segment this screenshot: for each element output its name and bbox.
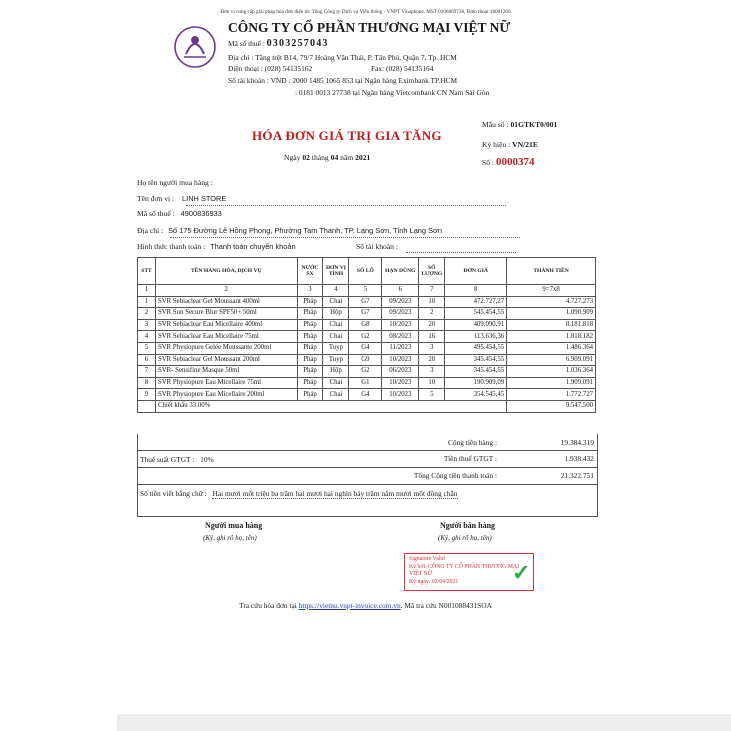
cell-amount: 1.772.727 (507, 389, 596, 401)
buyer-unit-label: Tên đơn vị : (137, 194, 175, 203)
totals-box (137, 434, 598, 517)
cell-unit: Tuyp (323, 354, 349, 366)
col-header-amount: THÀNH TIỀN (507, 258, 596, 285)
seller-name: CÔNG TY CỔ PHẦN THƯƠNG MẠI VIỆT NỮ (228, 20, 511, 35)
date-month: 04 (330, 153, 339, 162)
cell-lot: G2 (349, 366, 382, 378)
buyer-payment-row (137, 242, 296, 251)
cell-name: SVR- Sensifine Masque 50ml (155, 366, 297, 378)
cell-unit: Chai (323, 296, 349, 308)
cell-price: 495.454,55 (445, 342, 507, 354)
seller-address: Địa chỉ : Tầng trệt B14, 79/7 Hoàng Văn Thái, P. Tân Phú, Quận 7, Tp. HCM (228, 53, 457, 62)
col-header-origin: NƯỚC SX (297, 258, 323, 285)
cell-expiry: 10/2023 (382, 389, 419, 401)
cell-name: SVR Physiopure Eau Micellaire 75ml (155, 377, 297, 389)
date-year-label: năm (340, 153, 354, 162)
cell-origin: Pháp (297, 319, 323, 331)
cell-price: 472.727,27 (445, 296, 507, 308)
cell-amount: 1.909.091 (507, 377, 596, 389)
cell-unit: Hộp (323, 366, 349, 378)
company-logo-icon (172, 24, 218, 70)
vat-label: Tiền thuế GTGT : (443, 454, 497, 463)
signature-valid-text: Signature Valid (409, 556, 445, 562)
invoice-form: 01GTKT0/001 (510, 120, 558, 129)
cell-lot: G2 (349, 331, 382, 343)
lookup-suffix: . Mã tra cứu N001088431SOA (400, 601, 492, 610)
table-row (138, 296, 596, 308)
cell-price: 345.454,55 (445, 354, 507, 366)
vat-value: 1.938.432 (564, 454, 594, 463)
cell-unit: Chai (323, 331, 349, 343)
cell-qty: 20 (419, 319, 445, 331)
cell-qty: 5 (419, 389, 445, 401)
amount-in-words-label: Số tiền viết bằng chữ : (140, 489, 207, 498)
cell-stt: 2 (138, 308, 156, 320)
cell-amount: 1.818.182 (507, 331, 596, 343)
signature-check-icon: ✓ (512, 560, 531, 585)
seller-sign-sub: (Ký, ghi rõ họ, tên) (438, 534, 492, 542)
index-cell: 5 (349, 285, 382, 297)
amount-in-words-row (140, 489, 458, 498)
cell-lot: G7 (349, 296, 382, 308)
cell-lot: G9 (349, 354, 382, 366)
cell-price: 113.636,36 (445, 331, 507, 343)
divider (138, 450, 597, 451)
lookup-prefix: Tra cứu hóa đơn tại (239, 601, 297, 610)
cell-price: 190.909,09 (445, 377, 507, 389)
buyer-payment-label: Hình thức thanh toán : (137, 242, 206, 251)
cell-name: SVR Sebiaclear Eau Micellaire 75ml (155, 331, 297, 343)
invoice-form-row (482, 120, 557, 129)
seller-fax: Fax: (028) 54135164 (371, 64, 434, 73)
cell-expiry: 09/2023 (382, 296, 419, 308)
table-row (138, 308, 596, 320)
cell-price: 409.090,91 (445, 319, 507, 331)
dotted-line (170, 237, 520, 238)
dotted-line (406, 252, 516, 253)
cell-origin: Pháp (297, 308, 323, 320)
lookup-line (0, 601, 731, 610)
cell-amount: 1.090.909 (507, 308, 596, 320)
invoice-symbol-label: Ký hiệu : (482, 140, 511, 149)
buyer-address: Số 175 Đường Lê Hồng Phong, Phường Tam Thanh, TP. Lạng Sơn, Tỉnh Lạng Sơn (168, 226, 442, 235)
cell-stt: 6 (138, 354, 156, 366)
cell-lot: G8 (349, 319, 382, 331)
cell-stt: 9 (138, 389, 156, 401)
cell-unit: Tuyp (323, 342, 349, 354)
cell-amount: 4.727.273 (507, 296, 596, 308)
table-row (138, 342, 596, 354)
invoice-symbol-row (482, 140, 538, 149)
cell-qty: 3 (419, 342, 445, 354)
cell-unit: Chai (323, 389, 349, 401)
invoice-form-label: Mẫu số : (482, 120, 509, 129)
seller-tax-label: Mã số thuế : (228, 39, 265, 48)
cell-lot: G4 (349, 342, 382, 354)
invoice-number: 0000374 (495, 156, 535, 168)
table-row (138, 319, 596, 331)
col-header-expiry: HẠN DÙNG (382, 258, 419, 285)
seller-phone: Điện thoại : (028) 54135162 (228, 64, 313, 73)
divider (138, 484, 597, 485)
cell-stt: 7 (138, 366, 156, 378)
discount-row (138, 400, 596, 412)
cell-amount: 1.036.364 (507, 366, 596, 378)
buyer-sign-title: Người mua hàng (205, 521, 263, 530)
cell-stt: 5 (138, 342, 156, 354)
cell-name: SVR Sun Secure Blur SPF50+ 50ml (155, 308, 297, 320)
table-row (138, 366, 596, 378)
cell-name: SVR Physiopure Gelée Moussante 200ml (155, 342, 297, 354)
cell-origin: Pháp (297, 354, 323, 366)
index-cell: 1 (138, 285, 156, 297)
items-table (137, 257, 596, 413)
cell-qty: 10 (419, 296, 445, 308)
vat-rate-label: Thuế suất GTGT : (140, 455, 195, 464)
provider-line: Đơn vị cung cấp giải pháp hóa đơn điện tử: Tổng Công ty Dịch vụ Viễn thông - VNPT Vinaphone, MST:0106869738, Điện thoại:18001260 (220, 9, 511, 15)
discount-label: Chiết khấu 33.00% (155, 400, 506, 412)
table-row (138, 377, 596, 389)
table-row (138, 354, 596, 366)
grand-total-value: 21.322.751 (560, 471, 594, 480)
cell-stt: 3 (138, 319, 156, 331)
cell-lot: G7 (349, 308, 382, 320)
cell-unit: Chai (323, 377, 349, 389)
buyer-payment: Thanh toán chuyển khoản (210, 242, 296, 251)
cell-qty: 2 (419, 308, 445, 320)
cell-stt: 4 (138, 331, 156, 343)
col-header-qty: SỐ LƯỢNG (419, 258, 445, 285)
cell-expiry: 08/2023 (382, 331, 419, 343)
cell-expiry: 10/2023 (382, 354, 419, 366)
date-year: 2021 (355, 153, 371, 162)
index-cell: 8 (445, 285, 507, 297)
invoice-title: HÓA ĐƠN GIÁ TRỊ GIA TĂNG (252, 128, 442, 143)
cell-name: SVR Sebiaclear Gel Moussant 400ml (155, 296, 297, 308)
cell-expiry: 11/2023 (382, 342, 419, 354)
buyer-tax: 4900836933 (180, 209, 222, 218)
grand-total-label: Tổng Cộng tiền thanh toán : (413, 471, 497, 480)
amount-in-words: Hai mươi mốt triệu ba trăm hai mươi hai nghìn bảy trăm năm mươi mốt đồng chẵn (212, 489, 458, 498)
col-header-unit: ĐƠN VỊ TÍNH (323, 258, 349, 285)
table-row (138, 331, 596, 343)
cell-empty (138, 400, 156, 412)
cell-origin: Pháp (297, 389, 323, 401)
cell-expiry: 10/2023 (382, 319, 419, 331)
cell-origin: Pháp (297, 366, 323, 378)
cell-price: 545.454,55 (445, 308, 507, 320)
cell-amount: 8.181.818 (507, 319, 596, 331)
index-cell: 2 (155, 285, 297, 297)
cell-expiry: 09/2023 (382, 308, 419, 320)
col-header-name: TÊN HÀNG HÓA, DỊCH VỤ (155, 258, 297, 285)
bottom-band (117, 714, 731, 731)
seller-bank-1: Số tài khoản : VNĐ : 2000 1485 1065 853 tại Ngân hàng Eximbank TP.HCM (228, 76, 458, 85)
signature-signed-by: Ký bởi: CÔNG TY CỔ PHẦN THƯƠNG MẠI VIỆT NỮ (409, 563, 520, 578)
cell-qty: 20 (419, 354, 445, 366)
cell-price: 345.454,55 (445, 366, 507, 378)
buyer-address-label: Địa chỉ : (137, 226, 164, 235)
lookup-link[interactable]: https://vietnu.vnpt-invoice.com.vn (298, 601, 401, 610)
cell-expiry: 10/2023 (382, 377, 419, 389)
table-index-row (138, 285, 596, 297)
cell-expiry: 06/2023 (382, 366, 419, 378)
signature-signed-date: Ký ngày: 02/04/2021 (409, 578, 459, 585)
cell-origin: Pháp (297, 342, 323, 354)
table-row (138, 389, 596, 401)
col-header-stt: STT (138, 258, 156, 285)
cell-name: SVR Sebiaclear Gel Moussant 200ml (155, 354, 297, 366)
divider (138, 467, 597, 468)
buyer-sign-sub: (Ký, ghi rõ họ, tên) (203, 534, 257, 542)
invoice-symbol: VN/21E (512, 140, 538, 149)
seller-tax-row (228, 38, 329, 49)
cell-amount: 1.486.364 (507, 342, 596, 354)
cell-qty: 10 (419, 377, 445, 389)
cell-stt: 8 (138, 377, 156, 389)
cell-qty: 3 (419, 366, 445, 378)
index-cell: 4 (323, 285, 349, 297)
buyer-tax-row (137, 209, 222, 218)
vat-rate-row (140, 455, 214, 464)
cell-origin: Pháp (297, 377, 323, 389)
subtotal-value: 19.384.319 (560, 438, 594, 447)
col-header-price: ĐƠN GIÁ (445, 258, 507, 285)
cell-unit: Chai (323, 319, 349, 331)
cell-lot: G1 (349, 377, 382, 389)
cell-unit: Hộp (323, 308, 349, 320)
cell-name: SVR Physiopure Eau Micellaire 200ml (155, 389, 297, 401)
buyer-account-label: Số tài khoản : (356, 242, 398, 251)
seller-tax-code: 0303257043 (266, 38, 329, 49)
cell-amount: 6.909.091 (507, 354, 596, 366)
date-month-label: tháng (311, 153, 329, 162)
index-cell: 6 (382, 285, 419, 297)
invoice-number-row (482, 156, 534, 168)
invoice-number-label: Số : (482, 158, 495, 167)
cell-stt: 1 (138, 296, 156, 308)
index-cell: 9=7x8 (507, 285, 596, 297)
buyer-unit: LINH STORE (182, 194, 227, 203)
buyer-tax-label: Mã số thuế : (137, 209, 175, 218)
seller-sign-title: Người bán hàng (440, 521, 496, 530)
buyer-address-row (137, 226, 442, 235)
subtotal-label: Cộng tiền hàng : (447, 438, 497, 447)
vat-rate: 10% (200, 455, 214, 464)
cell-qty: 16 (419, 331, 445, 343)
cell-price: 354.545,45 (445, 389, 507, 401)
cell-lot: G4 (349, 389, 382, 401)
buyer-name-label: Họ tên người mua hàng : (137, 178, 213, 187)
col-header-lot: SỐ LÔ (349, 258, 382, 285)
date-day: 02 (302, 153, 310, 162)
discount-value: 9.547.500 (507, 400, 596, 412)
dotted-line (186, 205, 506, 206)
cell-origin: Pháp (297, 331, 323, 343)
date-day-label: Ngày (284, 153, 301, 162)
table-header-row (138, 258, 596, 285)
invoice-date (284, 153, 370, 162)
cell-name: SVR Sebiaclear Eau Micellaire 400ml (155, 319, 297, 331)
seller-bank-2: : 0181 0013 27738 tại Ngân hàng Vietcombank CN Nam Sài Gòn (295, 88, 490, 97)
buyer-unit-row (137, 194, 226, 203)
cell-origin: Pháp (297, 296, 323, 308)
index-cell: 3 (297, 285, 323, 297)
index-cell: 7 (419, 285, 445, 297)
